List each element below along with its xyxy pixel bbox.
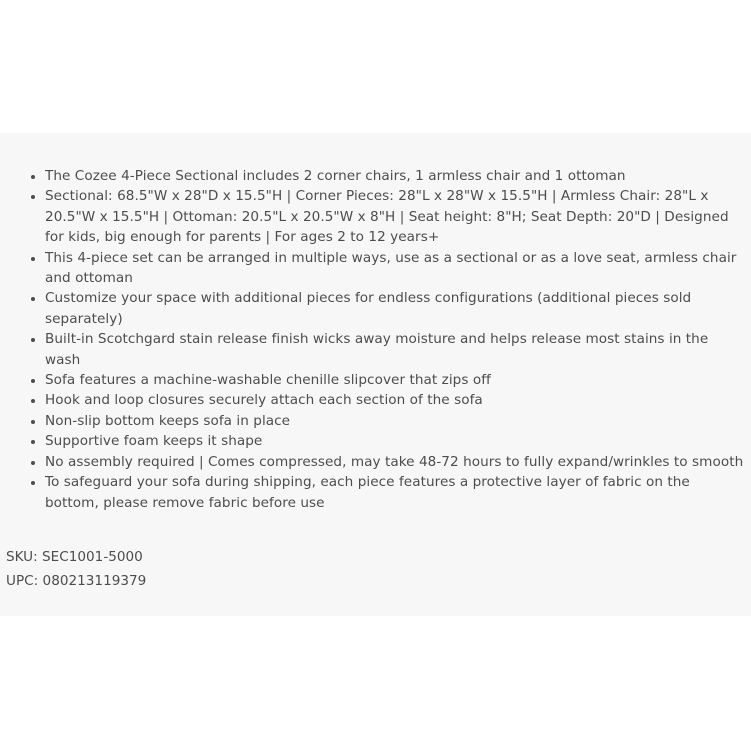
feature-item: • Customize your space with additional pieces for endless configurations (additional pieces sold separately) — [45, 288, 745, 329]
feature-item: • To safeguard your sofa during shipping, each piece features a protective layer of fabric on the bottom, please remove fabric before use — [45, 472, 745, 513]
feature-item: • Built-in Scotchgard stain release finish wicks away moisture and helps release most stains in the wash — [45, 329, 745, 370]
feature-item: • Hook and loop closures securely attach each section of the sofa — [45, 390, 745, 410]
feature-item: • This 4-piece set can be arranged in multiple ways, use as a sectional or as a love seat, armless chair and ottoman — [45, 248, 745, 289]
feature-item: • Supportive foam keeps it shape — [45, 431, 745, 451]
feature-item: • Non-slip bottom keeps sofa in place — [45, 411, 745, 431]
sku-text: SKU: SEC1001-5000 — [6, 549, 143, 565]
feature-item: • The Cozee 4-Piece Sectional includes 2 corner chairs, 1 armless chair and 1 ottoman — [45, 166, 745, 186]
feature-item: • Sofa features a machine-washable chenille slipcover that zips off — [45, 370, 745, 390]
feature-item: • No assembly required | Comes compressed, may take 48-72 hours to fully expand/wrinkles to smooth — [45, 452, 745, 472]
upc-text: UPC: 080213119379 — [6, 573, 147, 589]
feature-list — [26, 166, 745, 513]
feature-item: • Sectional: 68.5"W x 28"D x 15.5"H | Corner Pieces: 28"L x 28"W x 15.5"H | Armless Chair: 28"L x 20.5"W x 15.5"H | Ottoman: 20.5"L x 20.5"W x 8"H | Seat height: 8"H; Seat Depth: 20"D | Designed for kids, big enough for parents | For ages 2 to 12 years+ — [45, 186, 745, 247]
